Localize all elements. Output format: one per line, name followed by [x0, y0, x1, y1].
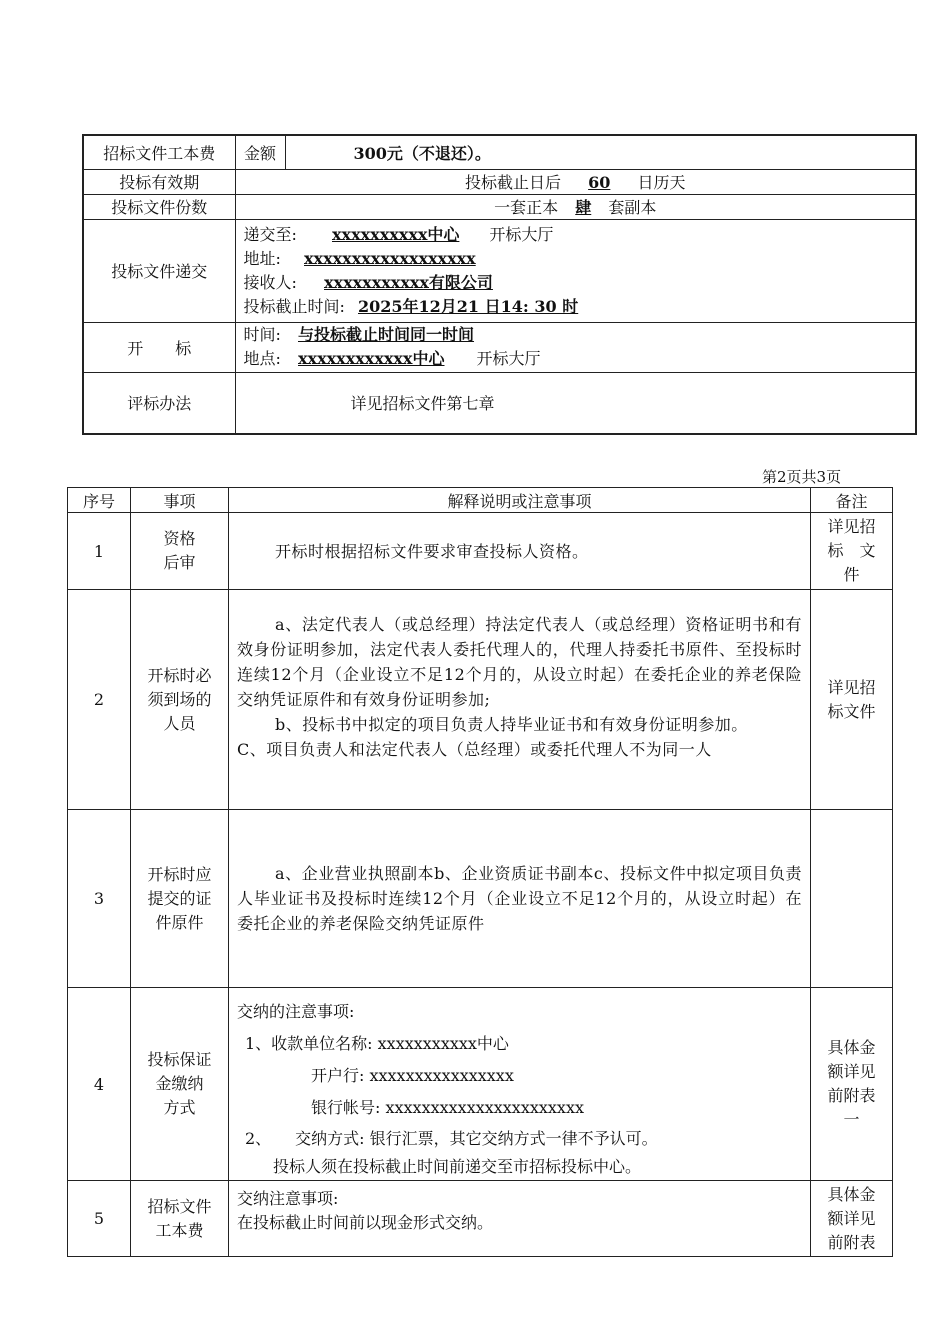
desc-line: 投标人须在投标截止时间前递交至市招标投标中心。: [273, 1157, 642, 1176]
opening-place-line: [244, 347, 916, 371]
table-row: [68, 988, 893, 1181]
validity-prefix: 投标截止日后: [465, 173, 562, 192]
desc-line: 开户行: xxxxxxxxxxxxxxxx: [311, 1066, 514, 1085]
item-line: 工本费: [155, 1220, 204, 1240]
table-row: [68, 810, 893, 988]
item-line: 方式: [163, 1098, 196, 1117]
remark-line: 具体金: [827, 1038, 876, 1057]
opening-place-value: xxxxxxxxxxxx中心: [298, 349, 445, 368]
row-item: [131, 590, 229, 810]
opening-time-value: 与投标截止时间同一时间: [298, 325, 475, 344]
value-evaluation: 详见招标文件第七章: [235, 372, 916, 434]
row-remark: [811, 810, 893, 988]
label-copies: 投标文件份数: [83, 194, 235, 219]
row-item: [131, 513, 229, 590]
opening-place-suffix: 开标大厅: [476, 349, 541, 368]
header-item: 事项: [131, 488, 229, 513]
remark-line: 标文件: [827, 701, 876, 721]
header-description: 解释说明或注意事项: [229, 488, 811, 513]
submit-to-value: xxxxxxxxxx中心: [332, 224, 460, 244]
receiver-value: xxxxxxxxxxx有限公司: [324, 272, 493, 292]
row-remark: [811, 1181, 893, 1257]
table-row: [68, 590, 893, 810]
desc-line: 交纳的注意事项:: [237, 1002, 355, 1021]
item-line: 开标时应: [147, 864, 212, 884]
receiver-label: 接收人:: [243, 272, 297, 292]
label-submission: 投标文件递交: [83, 219, 235, 322]
submit-to-label: 递交至:: [243, 224, 297, 244]
copies-duplicate: 套副本: [608, 198, 657, 217]
notes-table: [67, 487, 893, 1257]
submit-to-line: [244, 223, 916, 247]
row-copies: [83, 194, 916, 219]
item-line: 资格: [163, 529, 196, 548]
copies-original: 一套正本: [494, 198, 559, 217]
page-number: 第2页共3页: [762, 468, 842, 486]
header-remark: 备注: [811, 488, 893, 513]
remark-line: 额详见: [827, 1062, 876, 1081]
label-document-fee: 招标文件工本费: [83, 135, 235, 169]
row-opening: [83, 322, 916, 372]
item-line: 提交的证: [147, 888, 212, 908]
label-opening: 开 标: [83, 322, 235, 372]
row-description: 开标时根据招标文件要求审查投标人资格。: [229, 513, 811, 590]
desc-line: 1、收款单位名称: xxxxxxxxxxx中心: [245, 1034, 509, 1053]
item-line: 件原件: [155, 912, 204, 932]
remark-line: 具体金: [827, 1184, 876, 1204]
desc-line: 在投标截止时间前以现金形式交纳。: [237, 1213, 494, 1232]
item-line: 招标文件: [147, 1196, 212, 1216]
value-copies: [235, 194, 916, 219]
row-submission: [83, 219, 916, 322]
desc-paragraph: a、企业营业执照副本b、企业资质证书副本c、投标文件中拟定项目负责人毕业证书及投标时连续12个月（企业设立不足12个月的，从设立时起）在委托企业的养老保险交纳凭证原件: [237, 864, 802, 933]
validity-suffix: 日历天: [637, 173, 686, 192]
address-line: [244, 247, 916, 271]
address-label: 地址:: [243, 248, 281, 268]
row-description: [229, 590, 811, 810]
desc-paragraph: a、法定代表人（或总经理）持法定代表人（或总经理）资格证明书和有效身份证明参加，法定代表人委托代理人的，代理人持委托书原件、至投标时连续12个月（企业设立不足12个月的，从设立时起）在委托企业的养老保险交纳凭证原件和有效身份证明参加;: [237, 615, 802, 709]
label-validity: 投标有效期: [83, 169, 235, 194]
item-line: 后审: [163, 553, 196, 572]
value-opening: [235, 322, 916, 372]
receiver-line: [244, 271, 916, 295]
remark-line: 一: [843, 1110, 860, 1129]
row-number: 4: [68, 988, 131, 1181]
row-description: [229, 810, 811, 988]
desc-paragraph: b、投标书中拟定的项目负责人持毕业证书和有效身份证明参加。: [275, 715, 748, 734]
remark-line: 前附表: [827, 1086, 876, 1105]
submit-to-suffix: 开标大厅: [489, 224, 554, 244]
deadline-line: [244, 295, 916, 319]
table-row: [68, 1181, 893, 1257]
opening-time-line: [244, 323, 916, 347]
remark-line: 标 文: [827, 541, 876, 560]
item-line: 投标保证: [147, 1050, 212, 1069]
row-validity: [83, 169, 916, 194]
remark-line: 件: [843, 565, 860, 584]
address-value: xxxxxxxxxxxxxxxxxx: [304, 248, 476, 268]
row-description: [229, 1181, 811, 1257]
row-number: 2: [68, 590, 131, 810]
row-document-fee: [83, 135, 916, 169]
deadline-value: 2025年12月21 日14: 30 时: [358, 296, 579, 316]
remark-line: 详见招: [827, 517, 876, 536]
label-evaluation: 评标办法: [83, 372, 235, 434]
desc-line: 2、 交纳方式: 银行汇票，其它交纳方式一律不予认可。: [245, 1129, 658, 1148]
row-number: 3: [68, 810, 131, 988]
remark-line: 前附表: [827, 1232, 876, 1252]
row-item: [131, 1181, 229, 1257]
item-line: 须到场的: [147, 689, 212, 709]
validity-days: 60: [588, 173, 611, 192]
row-description: [229, 988, 811, 1181]
row-item: [131, 810, 229, 988]
item-line: 金缴纳: [155, 1074, 204, 1093]
opening-place-label: 地点:: [243, 349, 281, 368]
row-number: 5: [68, 1181, 131, 1257]
row-number: 1: [68, 513, 131, 590]
item-line: 人员: [163, 713, 196, 733]
row-remark: [811, 590, 893, 810]
row-remark: [811, 513, 893, 590]
deadline-label: 投标截止时间:: [243, 296, 345, 316]
remark-line: 额详见: [827, 1208, 876, 1228]
row-evaluation: [83, 372, 916, 434]
desc-paragraph: C、项目负责人和法定代表人（总经理）或委托代理人不为同一人: [237, 740, 712, 759]
desc-line: 银行帐号: xxxxxxxxxxxxxxxxxxxxxx: [311, 1098, 584, 1117]
remark-line: 详见招: [827, 677, 876, 697]
desc-line: 交纳注意事项:: [237, 1189, 339, 1208]
label-amount: 金额: [235, 135, 285, 169]
table-header-row: [68, 488, 893, 513]
table-row: [68, 513, 893, 590]
item-line: 开标时必: [147, 665, 212, 685]
value-validity: [235, 169, 916, 194]
copies-count: 肆: [575, 198, 592, 217]
header-no: 序号: [68, 488, 131, 513]
value-submission: [235, 219, 916, 322]
row-item: [131, 988, 229, 1181]
bid-info-table: [82, 134, 917, 435]
row-remark: [811, 988, 893, 1181]
value-document-fee: 300元（不退还）。: [285, 135, 916, 169]
opening-time-label: 时间:: [243, 325, 281, 344]
